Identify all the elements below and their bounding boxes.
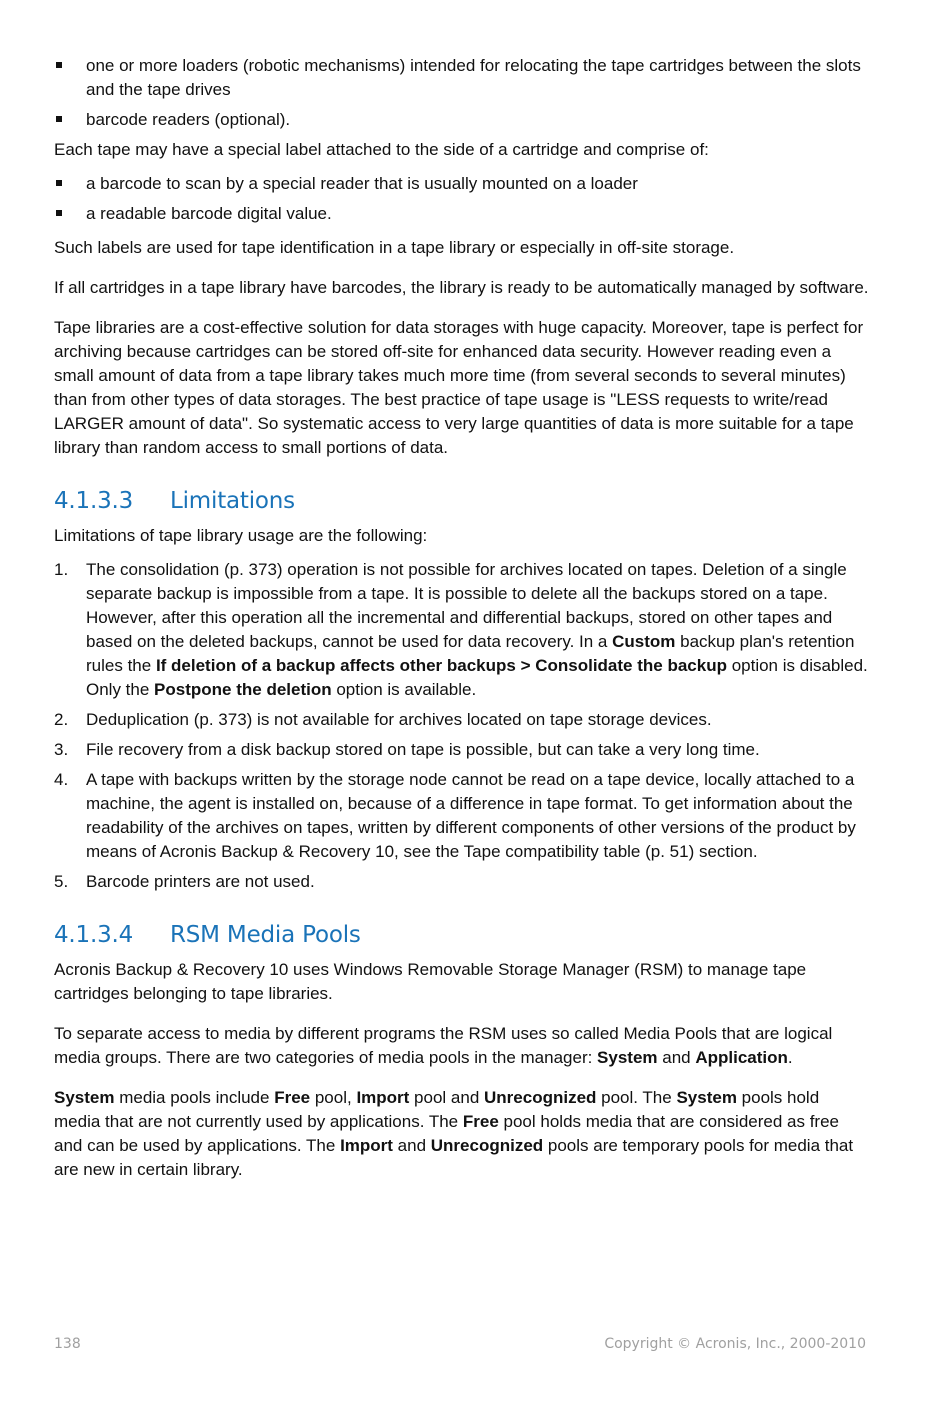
rsm-paragraph-2: To separate access to media by different programs the RSM uses so called Media Pools that are logical media groups. There are two categories of media pools in the manager: System and Application. — [54, 1024, 833, 1067]
item-number: 5. — [54, 872, 69, 891]
list-item: 2. Deduplication (p. 373) is not available for archives located on tape storage devices. — [54, 708, 870, 732]
bullet-square-icon — [56, 180, 62, 186]
bullet-square-icon — [56, 62, 62, 68]
document-page — [54, 54, 870, 1198]
list-item: 3. File recovery from a disk backup stored on tape is possible, but can take a very long time. — [54, 738, 870, 762]
list-item: a readable barcode digital value. — [54, 202, 870, 226]
list-item: barcode readers (optional). — [54, 108, 870, 132]
page-number: 138 — [54, 1336, 81, 1352]
intro-bullet-list — [54, 54, 870, 132]
barcodes-paragraph: If all cartridges in a tape library have barcodes, the library is ready to be automatically managed by software. — [54, 278, 869, 297]
copyright-notice: Copyright © Acronis, Inc., 2000-2010 — [604, 1336, 866, 1352]
item-number: 2. — [54, 710, 69, 729]
list-item: a barcode to scan by a special reader that is usually mounted on a loader — [54, 172, 870, 196]
bullet-square-icon — [56, 116, 62, 122]
limitations-intro: Limitations of tape library usage are the following: — [54, 526, 428, 545]
rsm-media-pools-heading — [54, 920, 870, 950]
item-number: 1. — [54, 560, 69, 579]
limitations-list — [54, 558, 870, 894]
list-item: one or more loaders (robotic mechanisms) intended for relocating the tape cartridges between the slots and the tape drives — [54, 54, 870, 102]
cost-paragraph: Tape libraries are a cost-effective solution for data storages with huge capacity. Moreover, tape is perfect for archiving because cartridges can be stored off-site for enhanced data security. However reading even a small amount of data from a tape library takes much more time (from several seconds to several minutes) than from other types of data storages. The best practice of tape usage is "LESS requests to write/read LARGER amount of data". So systematic access to very large quantities of data is more suitable for a tape library than random access to small portions of data. — [54, 318, 864, 457]
rsm-paragraph-1: Acronis Backup & Recovery 10 uses Windows Removable Storage Manager (RSM) to manage tape cartridges belonging to tape libraries. — [54, 960, 807, 1003]
label-intro-paragraph: Each tape may have a special label attached to the side of a cartridge and comprise of: — [54, 140, 709, 159]
label-bullet-list — [54, 172, 870, 226]
limitations-heading — [54, 486, 870, 516]
bullet-square-icon — [56, 210, 62, 216]
section-number: 4.1.3.4 — [54, 922, 134, 948]
item-number: 4. — [54, 770, 69, 789]
section-title: RSM Media Pools — [170, 922, 361, 948]
rsm-paragraph-3: System media pools include Free pool, Import pool and Unrecognized pool. The System pools hold media that are not currently used by applications. The Free pool holds media that are considered as free and can be used by applications. The Import and Unrecognized pools are temporary pools for media that are new in certain library. — [54, 1088, 854, 1179]
section-title: Limitations — [170, 488, 295, 514]
labels-paragraph: Such labels are used for tape identification in a tape library or especially in off-site storage. — [54, 238, 735, 257]
list-item: 4. A tape with backups written by the storage node cannot be read on a tape device, locally attached to a machine, the agent is installed on, because of a difference in tape format. To get information about the readability of the archives on tapes, written by different components of other versions of the product by means of Acronis Backup & Recovery 10, see the Tape compatibility table (p. 51) section. — [54, 770, 856, 861]
item-number: 3. — [54, 740, 69, 759]
list-item: 1. The consolidation (p. 373) operation is not possible for archives located on tapes. Deletion of a single separate backup is impossible from a tape. It is possible to delete all the backups stored on a tape. However, after this operation all the incremental and differential backups, stored on other tapes and based on the deleted backups, cannot be used for data recovery. In a Custom backup plan's retention rules the If deletion of a backup affects other backups > Consolidate the backup option is disabled. Only the Postpone the deletion option is available. — [54, 560, 868, 699]
list-item: 5. Barcode printers are not used. — [54, 870, 870, 894]
section-number: 4.1.3.3 — [54, 488, 134, 514]
